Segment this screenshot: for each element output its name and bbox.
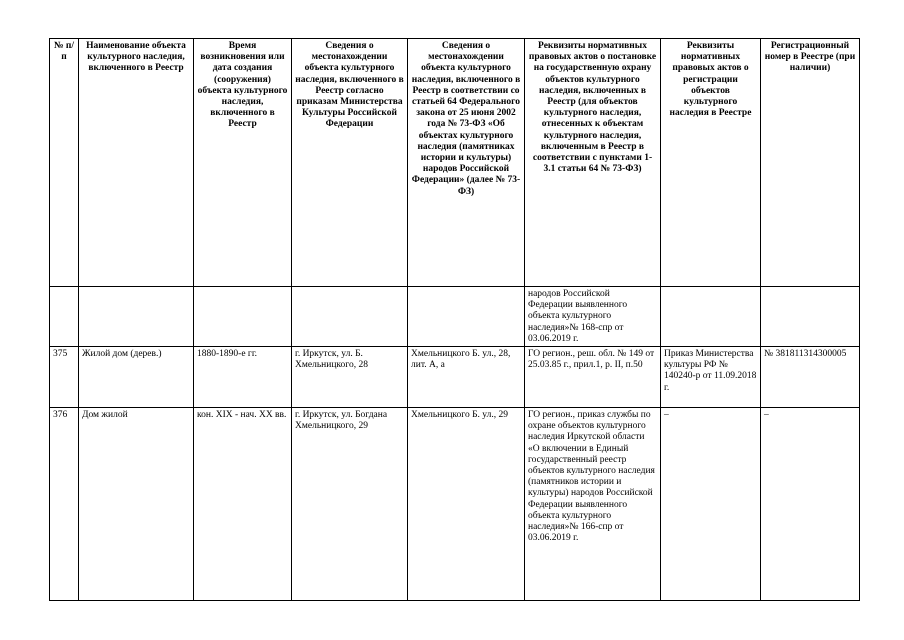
cell-registration-number: – bbox=[761, 408, 860, 601]
header-location-article-64: Сведения о местонахождении объекта культурного наследия, включенного в Реестр в соответствии со статьей 64 Федерального закона от 25 июня 2002 года № 73-ФЗ «Об объектах культурного наследия (памятниках истории и культуры) народов Российской Федерации» (далее № 73-ФЗ) bbox=[408, 39, 525, 287]
cell-date: 1880-1890-е гг. bbox=[194, 347, 292, 408]
header-registration-number: Регистрационный номер в Реестре (при наличии) bbox=[761, 39, 860, 287]
cell-protection-acts: народов Российской Федерации выявленного объекта культурного наследия»№ 168-спр от 03.06.2019 г. bbox=[525, 287, 661, 347]
cell-protection-acts: ГО регион., реш. обл. № 149 от 25.03.85 г., прил.1, р. II, п.50 bbox=[525, 347, 661, 408]
cell-location-article-64: Хмельницкого Б. ул., 29 bbox=[408, 408, 525, 601]
cell-name: Жилой дом (дерев.) bbox=[79, 347, 194, 408]
cell-registration-acts: Приказ Министерства культуры РФ № 140240-р от 11.09.2018 г. bbox=[661, 347, 761, 408]
cell-location-ministry: г. Иркутск, ул. Б. Хмельницкого, 28 bbox=[292, 347, 408, 408]
cell-date: кон. XIX - нач. XX вв. bbox=[194, 408, 292, 601]
cell-empty bbox=[79, 287, 194, 347]
header-registration-acts: Реквизиты нормативных правовых актов о регистрации объектов культурного наследия в Реестре bbox=[661, 39, 761, 287]
cell-registration-acts: – bbox=[661, 408, 761, 601]
cell-location-ministry: г. Иркутск, ул. Богдана Хмельницкого, 29 bbox=[292, 408, 408, 601]
cell-protection-acts: ГО регион., приказ службы по охране объектов культурного наследия Иркутской области «О включении в Единый государственный реестр объектов культурного наследия (памятников истории и культуры) народов Российской Федерации выявленного объекта культурного наследия»№ 166-спр от 03.06.2019 г. bbox=[525, 408, 661, 601]
table-header-row bbox=[50, 39, 860, 287]
cell-registration-number: № 381811314300005 bbox=[761, 347, 860, 408]
cell-number: 376 bbox=[50, 408, 79, 601]
cell-empty bbox=[50, 287, 79, 347]
cell-number: 375 bbox=[50, 347, 79, 408]
header-location-ministry: Сведения о местонахождении объекта культурного наследия, включенного в Реестр согласно приказам Министерства Культуры Российской Федерации bbox=[292, 39, 408, 287]
cell-empty bbox=[292, 287, 408, 347]
header-protection-acts: Реквизиты нормативных правовых актов о постановке на государственную охрану объектов культурного наследия, включенных в Реестр (для объектов культурного наследия, отнесенных к объектам культурного наследия, включенным в Реестр в соответствии с пунктами 1-3.1 статьи 64 № 73-ФЗ) bbox=[525, 39, 661, 287]
cell-location-article-64: Хмельницкого Б. ул., 28, лит. А, а bbox=[408, 347, 525, 408]
table-row bbox=[50, 408, 860, 601]
cell-empty bbox=[761, 287, 860, 347]
cell-empty bbox=[661, 287, 761, 347]
cell-empty bbox=[408, 287, 525, 347]
header-name: Наименование объекта культурного наследия, включенного в Реестр bbox=[79, 39, 194, 287]
table-row-continuation bbox=[50, 287, 860, 347]
table-row bbox=[50, 347, 860, 408]
cell-name: Дом жилой bbox=[79, 408, 194, 601]
header-number: № п/п bbox=[50, 39, 79, 287]
cell-empty bbox=[194, 287, 292, 347]
heritage-register-table bbox=[49, 38, 860, 601]
header-date: Время возникновения или дата создания (сооружения) объекта культурного наследия, включенного в Реестр bbox=[194, 39, 292, 287]
